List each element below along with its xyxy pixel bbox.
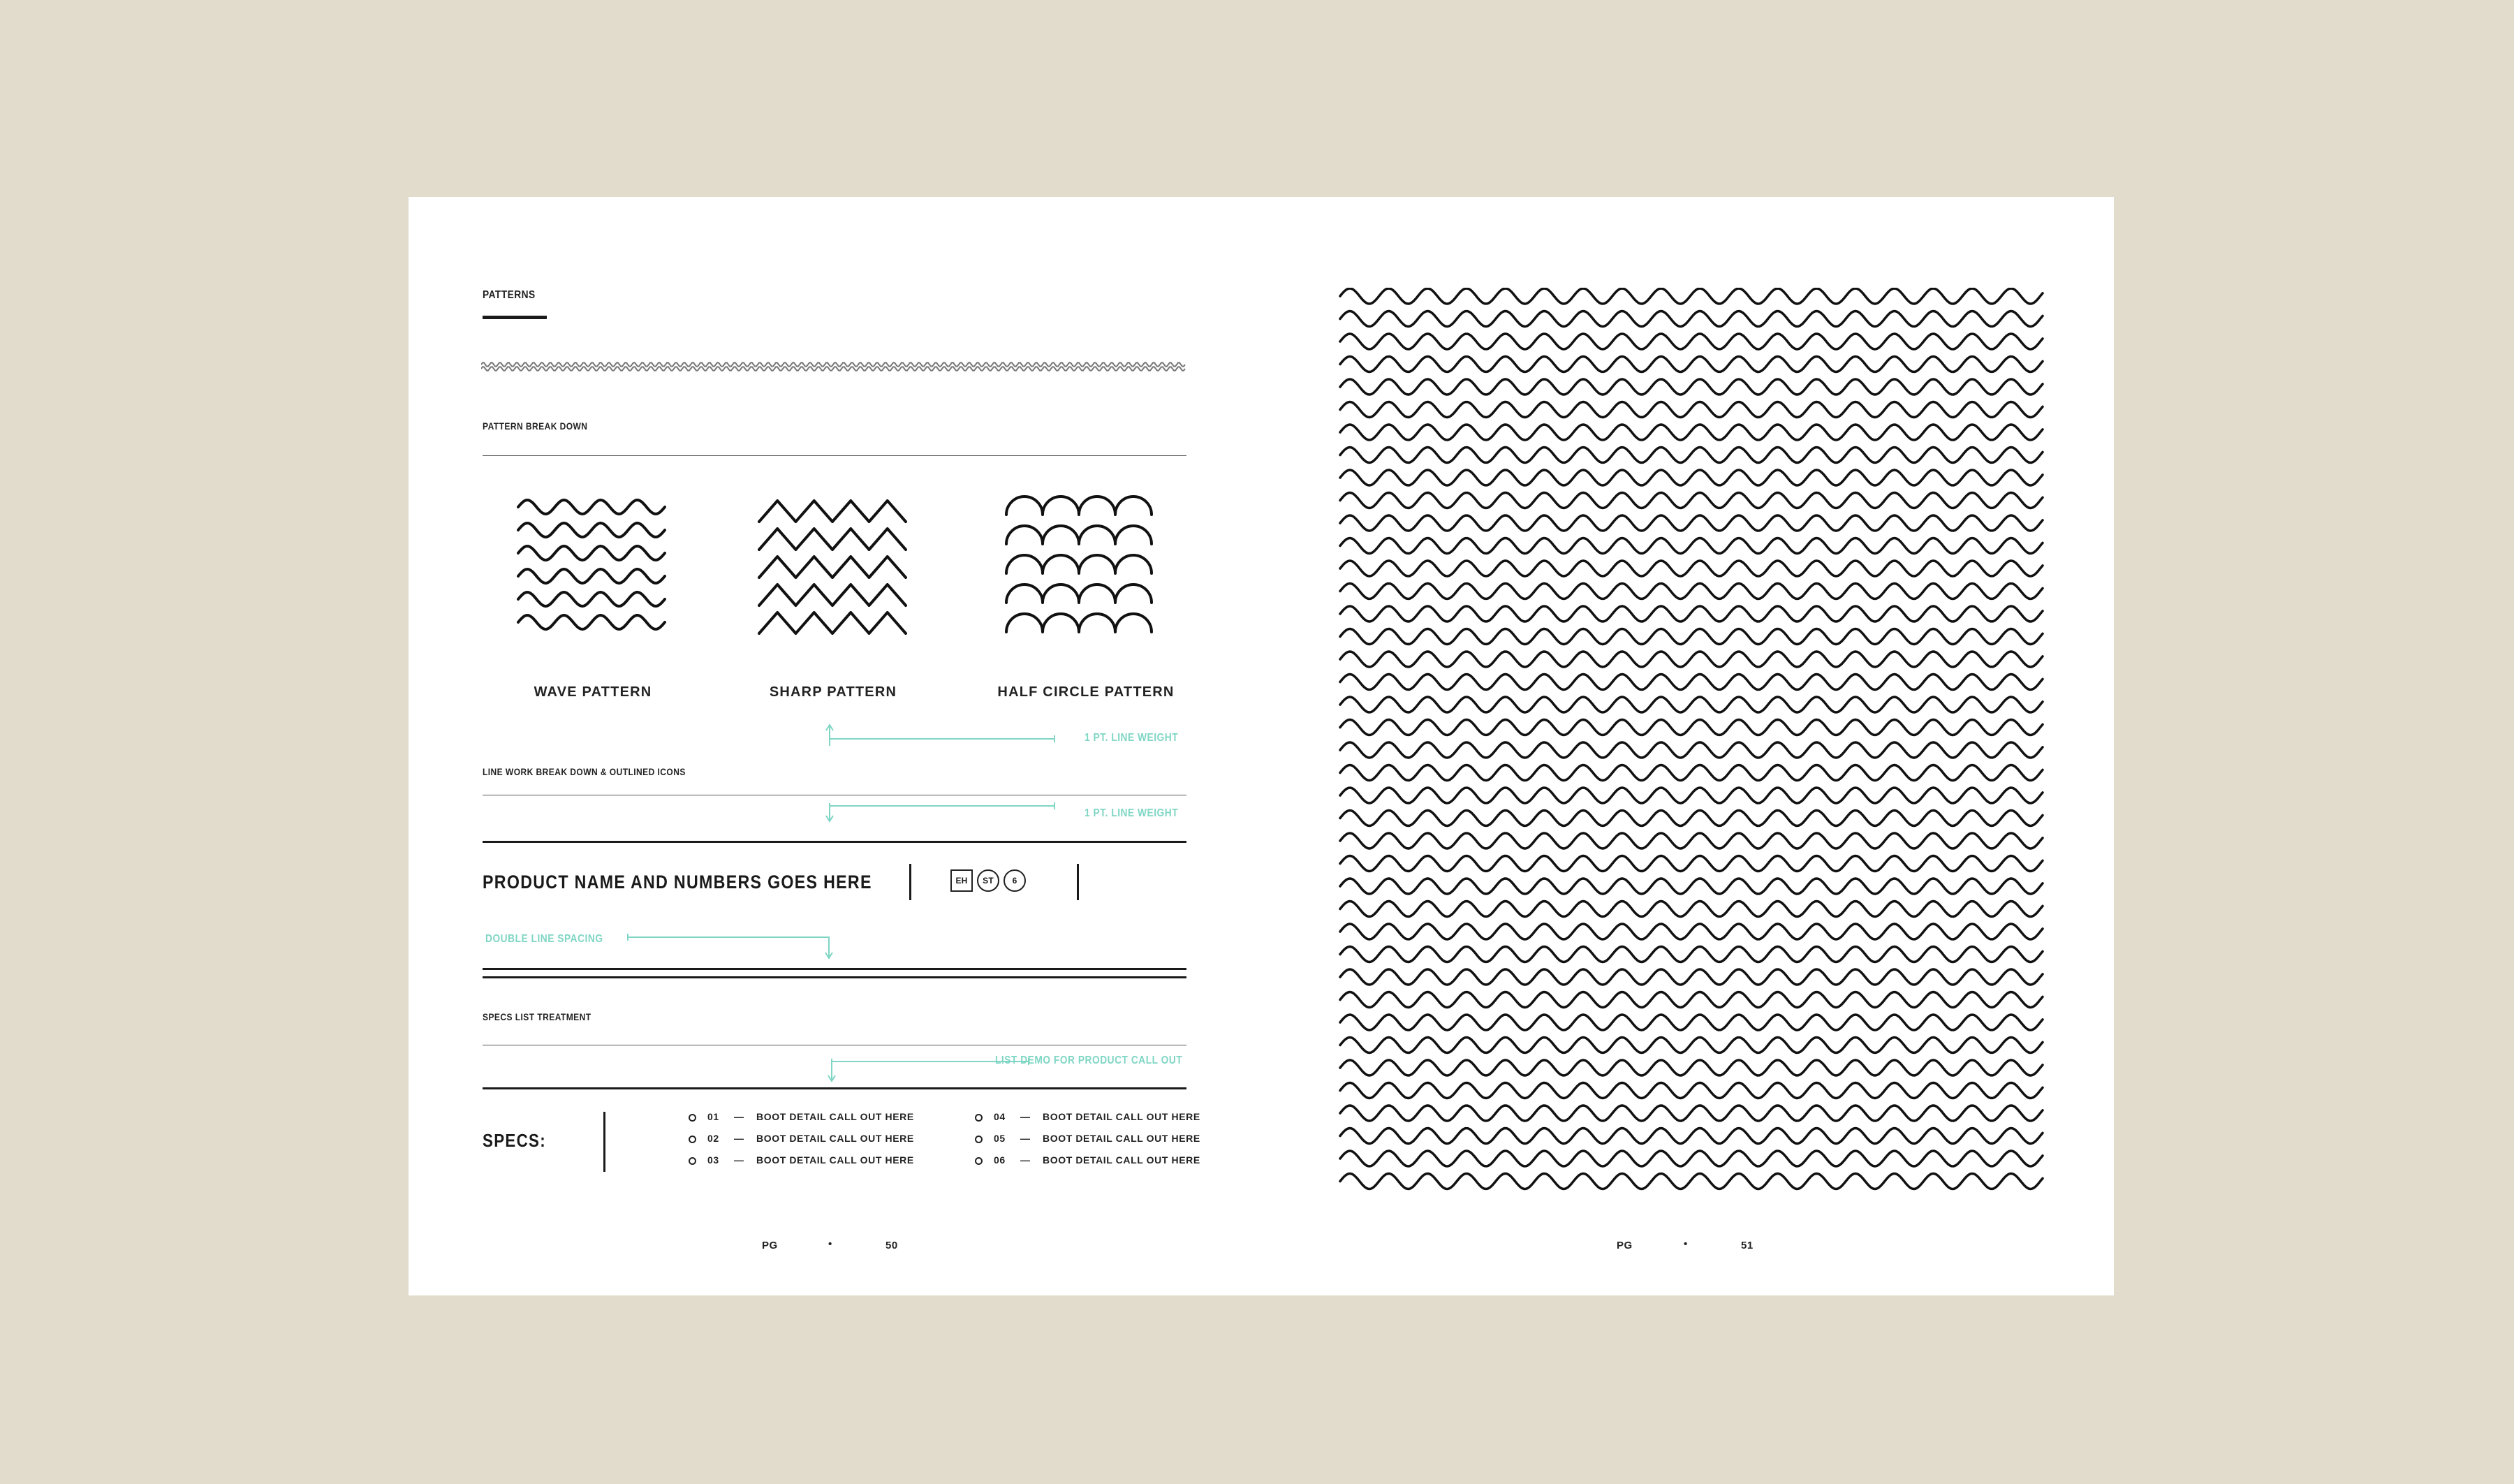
bullet-icon — [689, 1157, 696, 1165]
annotation-arrow — [824, 800, 1061, 824]
eh-badge-icon: EH — [950, 869, 973, 892]
wave-line — [1340, 833, 2043, 848]
zigzag-line — [759, 612, 906, 633]
spec-item: 04 — BOOT DETAIL CALL OUT HERE — [975, 1111, 1200, 1122]
wave-line — [1340, 1105, 2043, 1121]
divider — [483, 1087, 1186, 1089]
divider — [483, 841, 1186, 843]
spec-item: 03 — BOOT DETAIL CALL OUT HERE — [689, 1154, 914, 1166]
zigzag-line — [759, 529, 906, 550]
half-circle-row — [1006, 497, 1152, 515]
wave-line — [518, 592, 665, 606]
section-label-specs: SPECS LIST TREATMENT — [483, 1011, 591, 1022]
double-line-bottom — [483, 976, 1186, 978]
annotation-list-demo: LIST DEMO FOR PRODUCT CALL OUT — [995, 1055, 1183, 1066]
spec-item: 01 — BOOT DETAIL CALL OUT HERE — [689, 1111, 914, 1122]
wave-line — [1340, 811, 2043, 826]
vertical-divider — [1077, 864, 1079, 900]
wave-line — [1340, 1038, 2043, 1053]
bullet-icon — [689, 1136, 696, 1143]
wave-line — [1340, 765, 2043, 781]
full-page-wave-pattern — [1337, 288, 2050, 1204]
annotation-line-weight-1: 1 PT. LINE WEIGHT — [1085, 732, 1179, 744]
wave-line — [1340, 402, 2043, 418]
wave-line — [1340, 288, 2043, 304]
half-circle-pattern-sample — [1004, 494, 1157, 644]
section-label-linework: LINE WORK BREAK DOWN & OUTLINED ICONS — [483, 766, 686, 777]
wave-line — [1340, 697, 2043, 712]
bullet-icon — [975, 1136, 983, 1143]
wave-line — [518, 523, 665, 537]
pattern-border-strip — [481, 359, 1188, 374]
page-footer-dot: • — [1684, 1238, 1688, 1250]
wave-line — [1340, 879, 2043, 894]
wave-line — [1340, 856, 2043, 872]
wave-line — [1340, 1151, 2043, 1166]
six-badge-icon: 6 — [1004, 869, 1026, 892]
divider — [483, 455, 1186, 456]
vertical-divider — [603, 1112, 605, 1172]
annotation-double-spacing: DOUBLE LINE SPACING — [485, 933, 603, 945]
wave-line — [1340, 425, 2043, 440]
page-footer-dot: • — [828, 1238, 832, 1250]
page-number: 51 — [1741, 1240, 1754, 1251]
wave-line — [518, 615, 665, 629]
annotation-arrow — [625, 932, 835, 962]
wave-line — [1340, 947, 2043, 962]
wave-line — [1340, 969, 2043, 985]
half-circle-row — [1006, 614, 1152, 632]
wave-line — [1340, 334, 2043, 349]
page-heading: PATTERNS — [483, 289, 536, 301]
spec-item: 02 — BOOT DETAIL CALL OUT HERE — [689, 1133, 914, 1144]
wave-line — [1340, 1015, 2043, 1030]
spec-item: 05 — BOOT DETAIL CALL OUT HERE — [975, 1133, 1200, 1144]
wave-line — [1340, 1083, 2043, 1099]
wave-line — [1340, 924, 2043, 939]
product-title: PRODUCT NAME AND NUMBERS GOES HERE — [483, 872, 872, 892]
half-circle-pattern-caption: HALF CIRCLE PATTERN — [997, 684, 1175, 700]
brochure-spread — [409, 197, 2114, 1295]
wave-line — [1340, 584, 2043, 599]
wave-line — [518, 569, 665, 583]
wave-line — [1340, 1129, 2043, 1144]
wave-line — [1340, 720, 2043, 735]
wave-line — [1340, 561, 2043, 576]
wave-line — [1340, 493, 2043, 508]
wave-line — [1340, 538, 2043, 554]
wave-line — [1340, 675, 2043, 690]
zigzag-line — [759, 557, 906, 578]
wave-line — [1340, 357, 2043, 372]
specs-label: SPECS: — [483, 1130, 546, 1151]
wave-pattern-sample — [517, 497, 670, 644]
wave-line — [1340, 1060, 2043, 1075]
bullet-icon — [975, 1157, 983, 1165]
wave-line — [1340, 515, 2043, 531]
wave-line — [1340, 992, 2043, 1008]
bullet-icon — [975, 1114, 983, 1122]
page-footer-label: PG — [1617, 1240, 1633, 1251]
wave-line — [1340, 742, 2043, 758]
wave-line — [1340, 470, 2043, 485]
page-number: 50 — [885, 1240, 898, 1251]
sharp-pattern-caption: SHARP PATTERN — [769, 684, 897, 700]
bullet-icon — [689, 1114, 696, 1122]
wave-line — [1340, 629, 2043, 645]
wave-line — [518, 546, 665, 560]
wave-line — [1340, 311, 2043, 327]
zigzag-line — [759, 501, 906, 522]
heading-underline — [483, 316, 547, 319]
st-badge-icon: ST — [977, 869, 999, 892]
annotation-arrow — [824, 722, 1061, 750]
wave-line — [1340, 902, 2043, 917]
page-footer-label: PG — [762, 1240, 778, 1251]
wave-line — [1340, 448, 2043, 463]
wave-line — [1340, 606, 2043, 622]
wave-line — [518, 500, 665, 514]
wave-line — [1340, 379, 2043, 395]
wave-line — [1340, 788, 2043, 803]
half-circle-row — [1006, 526, 1152, 544]
zigzag-line — [759, 585, 906, 605]
half-circle-row — [1006, 555, 1152, 573]
wave-line — [1340, 652, 2043, 667]
wave-pattern-caption: WAVE PATTERN — [534, 684, 652, 700]
section-label-pattern: PATTERN BREAK DOWN — [483, 420, 588, 432]
double-line-top — [483, 968, 1186, 970]
sharp-pattern-sample — [758, 497, 911, 644]
half-circle-row — [1006, 585, 1152, 603]
wave-line — [1340, 1174, 2043, 1189]
spec-item: 06 — BOOT DETAIL CALL OUT HERE — [975, 1154, 1200, 1166]
annotation-line-weight-2: 1 PT. LINE WEIGHT — [1085, 807, 1179, 819]
vertical-divider — [909, 864, 911, 900]
product-icons — [950, 869, 1030, 892]
